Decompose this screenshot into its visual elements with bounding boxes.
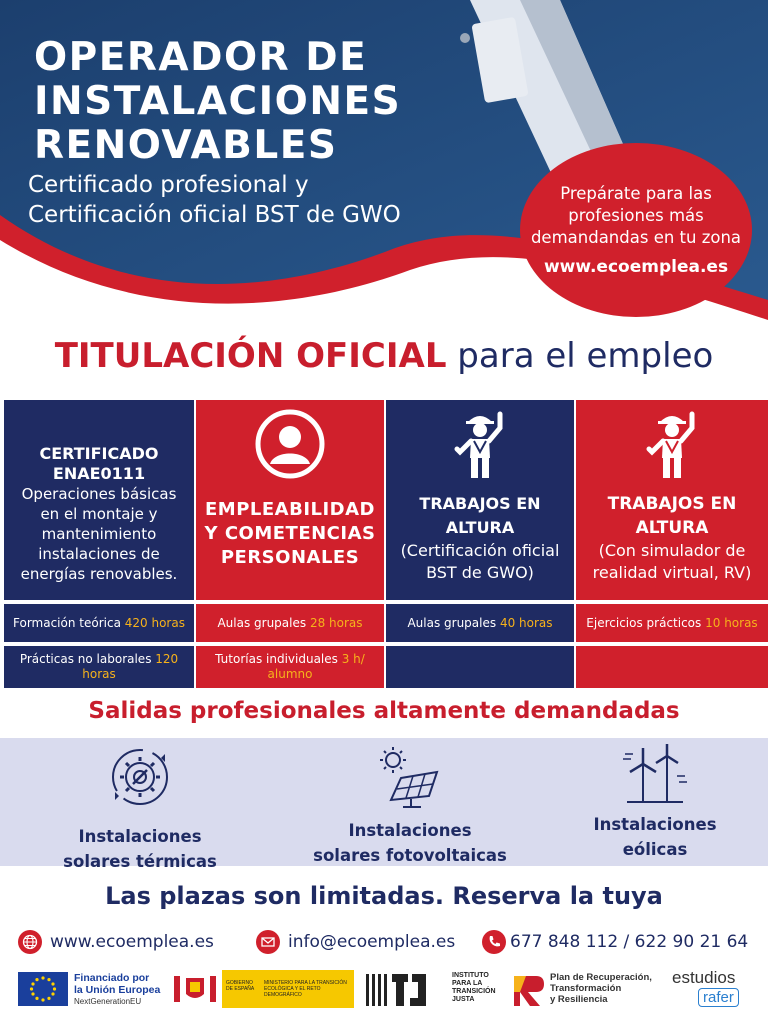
hero-subtitle: Certificado profesional y Certificación oficial BST de GWO [28,172,401,228]
estudios-rafer-logo: estudios rafer [672,968,762,1014]
column-body: (Con simulador de realidad virtual, RV) [592,541,752,582]
hours-cell: Prácticas no laborales 120 horas [4,646,194,688]
hours-cell: Formación teórica 420 horas [4,604,194,642]
itj-logo [364,970,442,1010]
prtr-logo [510,972,546,1008]
plazas-callout: Las plazas son limitadas. Reserva la tuya [105,882,663,910]
promo-badge [520,143,752,317]
promo-line: demandandas en tu zona [530,228,742,247]
column-heading: EMPLEABILIDAD Y COMETENCIAS PERSONALES [204,499,376,568]
hours-cell: Aulas grupales 28 horas [196,604,384,642]
column-heading: TRABAJOS EN ALTURA [419,494,541,537]
mail-icon [256,930,280,954]
salida-item: Instalaciones eólicas [570,742,740,862]
contact-phone-numbers[interactable]: 677 848 112 / 622 90 21 64 [510,932,749,952]
column-heading: CERTIFICADO ENAE0111 [39,444,159,483]
column-altura-gwo [386,400,574,600]
hours-row [4,604,768,642]
salida-item: Instalaciones solares térmicas [40,744,240,874]
eu-flag-logo [18,972,68,1006]
hours-cell: Aulas grupales 40 horas [386,604,574,642]
prtr-text: Plan de Recuperación, Transformación y Resiliencia [550,972,652,1005]
hours-cell-empty [576,646,768,688]
solar-panel-icon [290,744,530,814]
hours-row [4,646,768,688]
course-grid [4,400,768,688]
salida-item: Instalaciones solares fotovoltaicas [290,744,530,868]
harness-worker-icon [646,408,698,484]
hours-cell: Ejercicios prácticos 10 horas [576,604,768,642]
eu-funding-text: Financiado por la Unión Europea NextGenerationEU [74,972,161,1006]
phone-icon [482,930,506,954]
hours-cell-empty [386,646,574,688]
contact-web-link[interactable]: www.ecoemplea.es [50,932,214,952]
headline [0,336,768,376]
contact-email-link[interactable]: info@ecoemplea.es [288,932,456,952]
headline-rest: para el empleo [457,336,714,376]
wind-turbine-icon [570,742,740,812]
hours-cell: Tutorías individuales 3 h/ alumno [196,646,384,688]
harness-worker-icon [454,408,506,484]
contact-email[interactable] [256,930,455,954]
hero-title: OPERADOR DE INSTALACIONES RENOVABLES [34,35,402,168]
column-body: (Certificación oficial BST de GWO) [400,541,560,582]
column-empleabilidad [196,400,384,600]
funding-logos [0,966,768,1024]
salidas-band [0,738,768,871]
headline-strong: TITULACIÓN OFICIAL [54,336,447,376]
promo-line: profesiones más [568,206,704,225]
thermal-gear-icon [40,744,240,814]
column-heading: TRABAJOS EN ALTURA [607,494,737,538]
contact-web[interactable] [18,930,214,954]
globe-icon [18,930,42,954]
column-certificado [4,400,194,600]
promo-url-link[interactable]: www.ecoemplea.es [543,257,729,277]
person-icon [254,408,326,484]
salidas-title: Salidas profesionales altamente demandadas [88,698,680,724]
column-body: Operaciones básicas en el montaje y mantenimiento instalaciones de energías renovables. [20,485,178,583]
promo-line: Prepárate para las [560,184,712,203]
coat-of-arms-icon [168,970,222,1008]
column-altura-rv [576,400,768,600]
itj-text: INSTITUTO PARA LA TRANSICIÓN JUSTA [452,972,496,1003]
contact-phone[interactable] [482,930,748,954]
gobierno-espana-logo: GOBIERNO DE ESPAÑA MINISTERIO PARA LA TRANSICIÓN ECOLÓGICA Y EL RETO DEMOGRÁFICO [168,970,354,1008]
